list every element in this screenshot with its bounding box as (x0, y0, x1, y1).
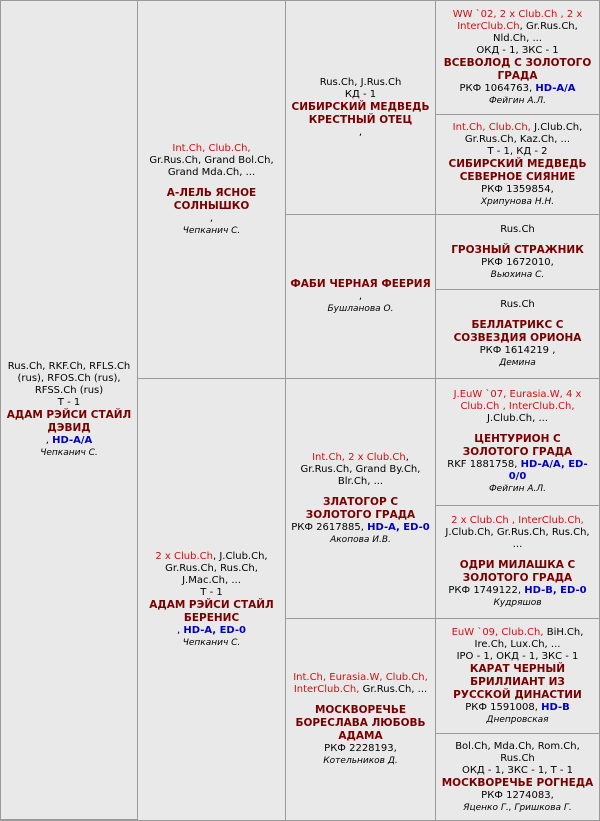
tests: Т - 1 (200, 586, 223, 598)
dog-name-link[interactable]: ЦЕНТУРИОН С ЗОЛОТОГО ГРАДА (462, 433, 573, 458)
comma: , (209, 212, 214, 224)
pedigree-cell-dam (138, 379, 286, 820)
hd-result: HD-A/A, ED-0/0 (508, 459, 588, 482)
titles: , Gr.Rus.Ch, Nld.Ch, ... (493, 20, 578, 44)
titles: , J.Club.Ch, Gr.Rus.Ch, Rus.Ch, J.Mac.Ch, ... (165, 550, 268, 586)
pedigree-cell-sds (436, 215, 599, 290)
reg-number: РКФ 1274083, (481, 789, 554, 801)
dog-name-link[interactable]: МОСКВОРЕЧЬЕ БОРЕСЛАВА ЛЮБОВЬ АДАМА (295, 704, 426, 742)
dog-name-link[interactable]: БЕЛЛАТРИКС С СОЗВЕЗДИЯ ОРИОНА (453, 319, 582, 344)
titles-line (440, 9, 595, 45)
dog-name-link[interactable]: АДАМ РЭЙСИ СТАЙЛ БЕРЕНИС (149, 598, 274, 624)
owner: Чепканич С. (182, 225, 241, 236)
titles: Rus.Ch (500, 299, 535, 310)
red-titles: J.EuW `07, Eurasia.W, 4 x Club.Ch , InterClub.Ch, (453, 389, 582, 412)
tests: ОКД - 1, ЗКС - 1 (476, 44, 559, 56)
dog-name-link[interactable]: ФАБИ ЧЕРНАЯ ФЕЕРИЯ (290, 278, 431, 290)
reg-number: РКФ 1749122, (448, 585, 522, 596)
red-titles-line (290, 672, 431, 696)
titles-line (142, 551, 281, 587)
dog-name-link[interactable]: ГРОЗНЫЙ СТРАЖНИК (451, 243, 584, 256)
titles-line (290, 452, 431, 488)
tests: Т - 1 (57, 397, 81, 408)
owner: Фейгин А.Л. (488, 95, 547, 106)
reg-line (448, 585, 586, 597)
owner: Чепканич С. (182, 637, 241, 648)
dog-name-link[interactable]: МОСКВОРЕЧЬЕ РОГНЕДА (441, 776, 594, 789)
health-line: , HD-A, ED-0 (177, 624, 246, 636)
tests: IPO - 1, ОКД - 1, ЗКС - 1 (456, 650, 579, 662)
pedigree-cell-main (1, 1, 138, 820)
pedigree-cell-dsd (436, 506, 599, 619)
dog-name-link[interactable]: СИБИРСКИЙ МЕДВЕДЬ КРЕСТНЫЙ ОТЕЦ (291, 100, 430, 126)
titles: J.Club.Ch, Gr.Rus.Ch, Kaz.Ch, ... (464, 121, 583, 145)
titles: BiH.Ch, Ire.Ch, Lux.Ch, ... (474, 626, 584, 650)
red-titles: Int.Ch, Club.Ch, (452, 121, 531, 133)
owner: Бушланова О. (327, 304, 394, 314)
reg-line (465, 702, 569, 714)
dog-name-link[interactable]: ЗЛАТОГОР С ЗОЛОТОГО ГРАДА (305, 495, 416, 521)
pedigree-cell-sd (286, 215, 436, 379)
pedigree-cell-dds (436, 619, 599, 734)
titles: Rus.Ch, J.Rus.Ch (319, 76, 402, 88)
pedigree-cell-ddd (436, 734, 599, 820)
hd-result: HD-A/A (52, 435, 93, 446)
tests: Т - 1, КД - 2 (487, 145, 548, 157)
titles: Rus.Ch, RKF.Ch, RFLS.Ch (rus), RFOS.Ch (rus), RFSS.Ch (rus) (7, 361, 131, 396)
owner: Яценко Г., Гришкова Г. (463, 802, 572, 813)
red-titles: 2 x Club.Ch , InterClub.Ch, (451, 515, 584, 526)
titles-line (440, 122, 595, 146)
tests: КД - 1 (344, 88, 377, 100)
pedigree-cell-sdd (436, 290, 599, 379)
owner: Акопова И.В. (330, 534, 391, 545)
hd-result: HD-B (541, 701, 570, 713)
hd-result: HD-A, ED-0 (367, 521, 430, 533)
reg-line (440, 459, 595, 483)
titles: Bol.Ch, Mda.Ch, Rom.Ch, Rus.Ch (455, 740, 580, 764)
health-line: , HD-A/A (45, 435, 93, 446)
owner: Днепровская (486, 714, 549, 725)
pedigree-cell-dd (286, 619, 436, 820)
dog-name-link[interactable]: ВСЕВОЛОД С ЗОЛОТОГО ГРАДА (443, 56, 592, 82)
titles-line (440, 627, 595, 651)
red-titles: EuW `09, Club.Ch, (451, 626, 544, 638)
owner: Демина (499, 358, 536, 368)
red-titles: 2 x Club.Ch (155, 550, 213, 562)
titles: , Gr.Rus.Ch, Grand By.Ch, Blr.Ch, ... (300, 451, 421, 487)
dog-name-link[interactable]: А-ЛЕЛЬ ЯСНОЕ СОЛНЫШКО (166, 186, 257, 212)
reg-number: РКФ 2617885, (291, 521, 364, 533)
dog-name-link[interactable]: КАРАТ ЧЕРНЫЙ БРИЛЛИАНТ ИЗ РУССКОЙ ДИНАСТИИ (453, 662, 582, 701)
hd-result: HD-A, ED-0 (183, 624, 246, 636)
tests: ОКД - 1, ЗКС - 1, Т - 1 (461, 764, 574, 776)
reg-number: РКФ 1064763, (459, 82, 533, 94)
red-titles: Int.Ch, 2 x Club.Ch (312, 451, 406, 463)
red-titles: WW `02, 2 x Club.Ch , 2 x InterClub.Ch (452, 8, 583, 32)
dog-name-link[interactable]: СИБИРСКИЙ МЕДВЕДЬ СЕВЕРНОЕ СИЯНИЕ (448, 157, 587, 183)
dog-name-link[interactable]: ОДРИ МИЛАШКА С ЗОЛОТОГО ГРАДА (459, 559, 576, 584)
titles: Gr.Rus.Ch, Grand Bol.Ch, Grand Mda.Ch, ... (149, 154, 274, 178)
owner: Хрипунова Н.Н. (480, 196, 555, 207)
pedigree-cell-ds (286, 379, 436, 619)
reg-line (291, 522, 429, 534)
reg-number: РКФ 1591008, (465, 701, 538, 713)
dog-name-link[interactable]: АДАМ РЭЙСИ СТАЙЛ ДЭВИД (6, 409, 132, 434)
owner: Кудряшов (493, 598, 542, 608)
pedigree-cell-ssd (436, 115, 599, 215)
owner: Вьюхина С. (490, 269, 545, 280)
hd-result: HD-B, ED-0 (524, 585, 587, 596)
pedigree-cell-sss (436, 1, 599, 115)
titles: Gr.Rus.Ch, ... (362, 684, 428, 695)
owner: Фейгин А.Л. (488, 484, 547, 494)
reg-number: RKF 1881758, (447, 459, 518, 470)
red-titles: Int.Ch, Club.Ch, (172, 142, 251, 154)
reg-number: РКФ 1359854, (481, 183, 554, 195)
hd-result: HD-A/A (535, 82, 576, 94)
owner: Котельников Д. (323, 756, 398, 766)
comma: , (358, 291, 363, 302)
titles: Rus.Ch (500, 223, 535, 235)
red-titles: Int.Ch, Eurasia.W, Club.Ch, InterClub.Ch, (293, 672, 428, 695)
pedigree-cell-ss (286, 1, 436, 215)
comma: , (358, 126, 363, 138)
reg-number: РКФ 1672010, (481, 256, 554, 268)
titles: J.Club.Ch, Gr.Rus.Ch, Rus.Ch, ... (445, 527, 590, 550)
reg-number: РКФ 2228193, (324, 743, 397, 754)
reg-number: РКФ 1614219 , (479, 345, 556, 356)
pedigree-cell-sire (138, 1, 286, 379)
pedigree-cell-dss (436, 379, 599, 506)
reg-line (460, 83, 576, 95)
owner: Чепканич С. (40, 448, 98, 458)
titles: J.Club.Ch, ... (487, 413, 548, 424)
